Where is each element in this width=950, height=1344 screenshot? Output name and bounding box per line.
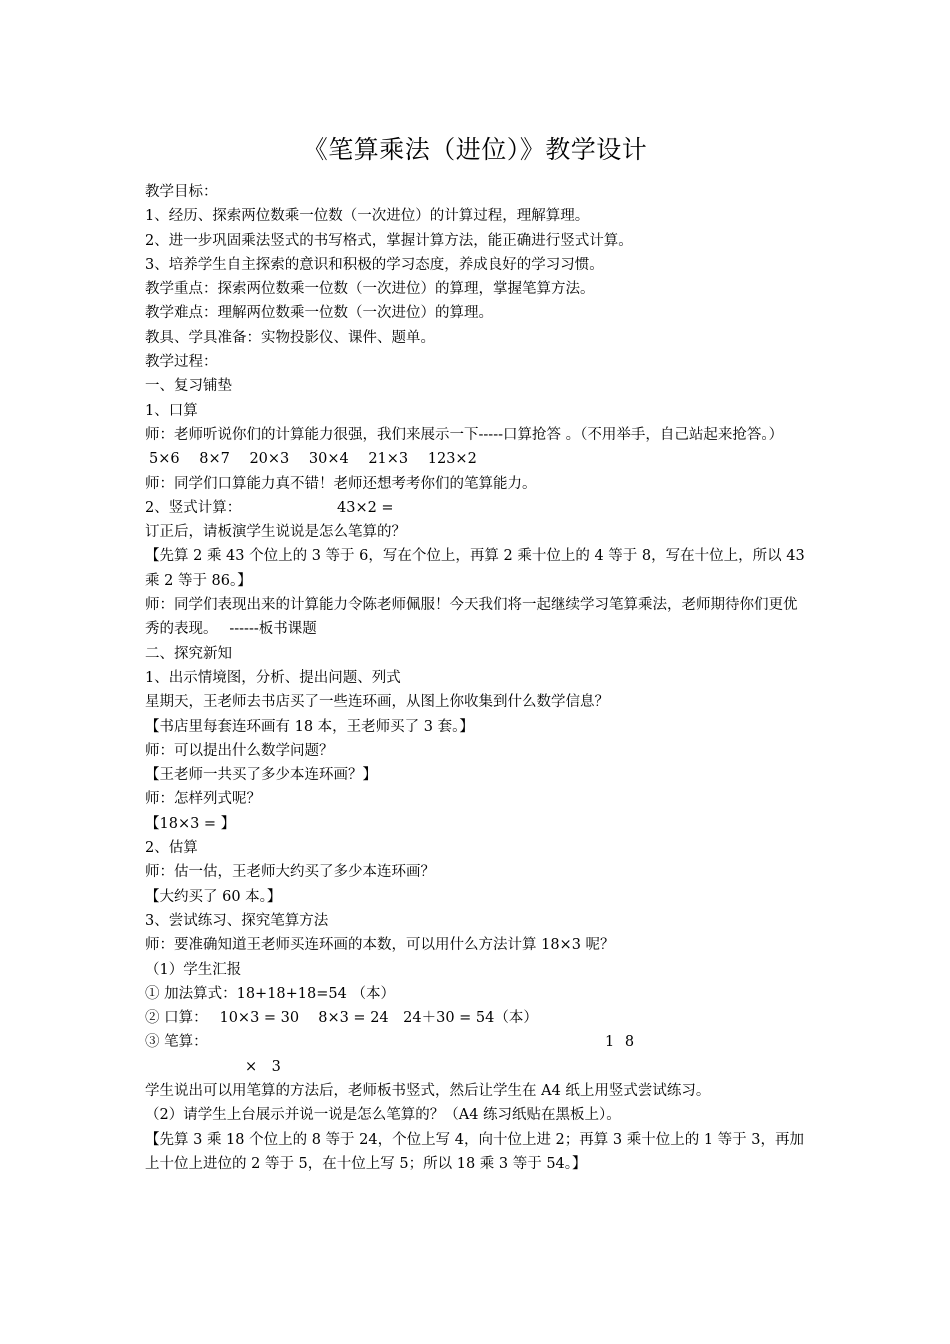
written-calc-bottom: × 3 <box>245 1058 281 1075</box>
text-line: 师：同学们口算能力真不错！老师还想考考你们的笔算能力。 <box>145 475 537 492</box>
text-line: 订正后，请板演学生说说是怎么笔算的？ <box>145 524 406 541</box>
document-body <box>145 180 810 1176</box>
text-paragraph: 师：同学们表现出来的计算能力令陈老师佩服！今天我们将一起继续学习笔算乘法，老师期待你们更优秀的表现。 ------板书课题 <box>145 597 798 638</box>
text-line: 1、经历、探索两位数乘一位数（一次进位）的计算过程，理解算理。 <box>145 208 590 225</box>
text-paragraph: 【先算 2 乘 43 个位上的 3 等于 6，写在个位上，再算 2 乘十位上的 4 等于 8，写在十位上，所以 43 乘 2 等于 86。】 <box>145 548 805 589</box>
text-line: 师：可以提出什么数学问题？ <box>145 742 334 759</box>
text-line: 【大约买了 60 本。】 <box>145 888 282 905</box>
oral-expressions <box>145 447 810 471</box>
text-line: 【王老师一共买了多少本连环画？】 <box>145 767 377 784</box>
document-title: 《笔算乘法（进位）》教学设计 <box>302 135 648 164</box>
text-line: 教学难点：理解两位数乘一位数（一次进位）的算理。 <box>145 305 493 322</box>
text-line: 星期天，王老师去书店买了一些连环画，从图上你收集到什么数学信息？ <box>145 694 609 711</box>
subsection-heading: 1、出示情境图，分析、提出问题、列式 <box>145 669 401 686</box>
vertical-calc-label: 2、竖式计算： <box>145 499 242 516</box>
section-heading: 一、复习铺垫 <box>145 378 232 395</box>
oral-expr: 30×4 <box>308 451 349 468</box>
subsection-heading: 2、估算 <box>145 840 198 857</box>
text-line: 教学过程： <box>145 354 218 371</box>
subsection-heading: 1、口算 <box>145 402 198 419</box>
vertical-calc-line <box>145 496 810 520</box>
text-line: （1）学生汇报 <box>145 961 242 978</box>
subsection-heading: 3、尝试练习、探究笔算方法 <box>145 912 329 929</box>
vertical-calc-expr: 43×2 = <box>337 499 394 516</box>
text-line: 师：估一估，王老师大约买了多少本连环画？ <box>145 864 435 881</box>
text-line: ② 口算： 10×3 = 30 8×3 = 24 24＋30 = 54（本） <box>145 1010 538 1027</box>
text-line: 学生说出可以用笔算的方法后，老师板书竖式，然后让学生在 A4 纸上用竖式尝试练习。 <box>145 1082 711 1099</box>
oral-expr: 21×3 <box>368 451 409 468</box>
written-calc-line <box>145 1055 810 1079</box>
section-heading: 二、探究新知 <box>145 645 232 662</box>
written-calc-line <box>145 1030 810 1054</box>
text-line: 2、进一步巩固乘法竖式的书写格式，掌握计算方法，能正确进行竖式计算。 <box>145 232 633 249</box>
oral-expr: 8×7 <box>199 451 230 468</box>
written-calc-top: 1 8 <box>605 1034 638 1051</box>
text-line: 师：要准确知道王老师买连环画的本数，可以用什么方法计算 18×3 呢？ <box>145 937 615 954</box>
text-line: 3、培养学生自主探索的意识和积极的学习态度，养成良好的学习习惯。 <box>145 256 604 273</box>
text-paragraph: 师：老师听说你们的计算能力很强，我们来展示一下-----口算抢答 。（不用举手，自己站起来抢答。） <box>145 426 784 443</box>
text-line: 教具、学具准备：实物投影仪、课件、题单。 <box>145 329 435 346</box>
text-line: 【18×3 = 】 <box>145 815 236 832</box>
oral-expr: 5×6 <box>149 451 180 468</box>
text-line: （2）请学生上台展示并说一说是怎么笔算的？（A4 练习纸贴在黑板上）。 <box>145 1107 621 1124</box>
oral-expr: 20×3 <box>249 451 290 468</box>
text-line: 师：怎样列式呢？ <box>145 791 261 808</box>
text-paragraph: 【先算 3 乘 18 个位上的 8 等于 24，个位上写 4，向十位上进 2；再算 3 乘十位上的 1 等于 3，再加上十位上进位的 2 等于 5，在十位上写 5；所以 18 乘 3 等于 54。】 <box>145 1131 805 1172</box>
written-calc-label: ③ 笔算： <box>145 1034 208 1051</box>
text-line: 教学目标： <box>145 184 218 200</box>
oral-expr: 123×2 <box>427 451 477 468</box>
text-line: 教学重点：探索两位数乘一位数（一次进位）的算理，掌握笔算方法。 <box>145 281 595 298</box>
text-line: 【书店里每套连环画有 18 本，王老师买了 3 套。】 <box>145 718 474 735</box>
text-line: ① 加法算式：18+18+18=54 （本） <box>145 985 395 1002</box>
